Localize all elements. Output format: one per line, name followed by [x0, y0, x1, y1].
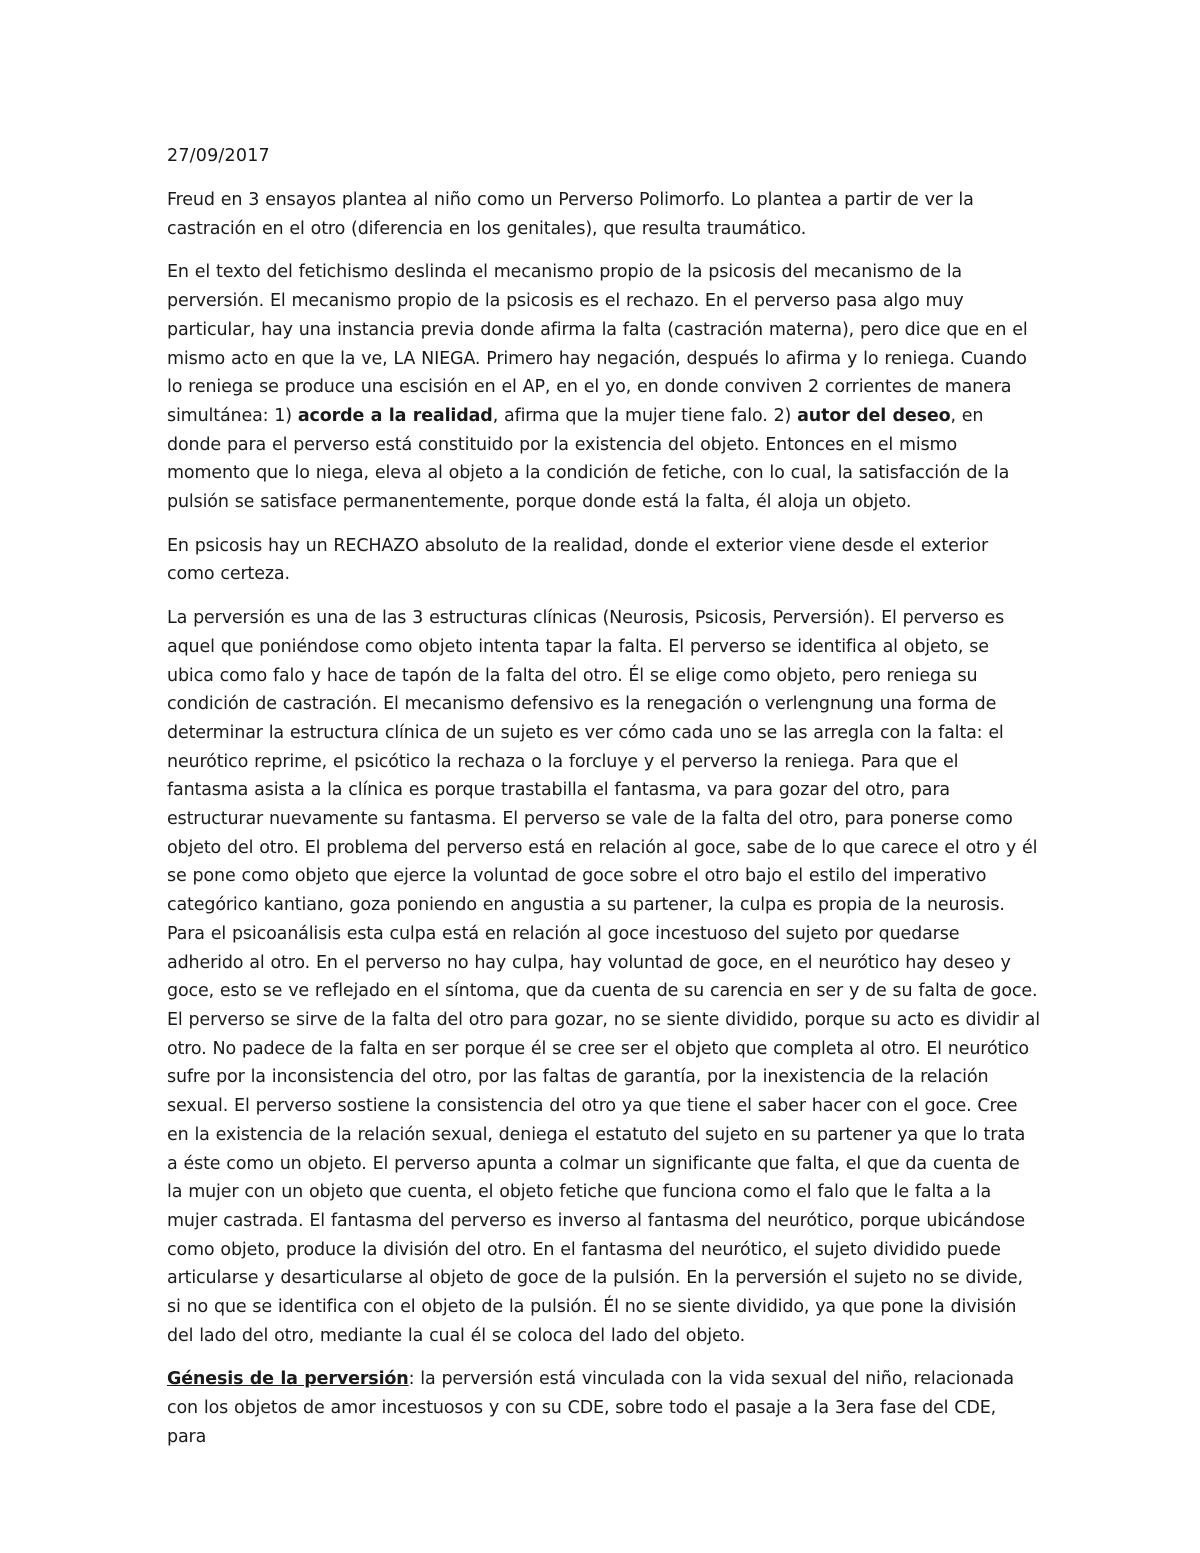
paragraph-genesis-perversion — [167, 1365, 1040, 1451]
bold-acorde-realidad: acorde a la realidad — [297, 405, 493, 426]
paragraph-genesis-text: : la perversión está vinculada con la vida sexual del niño, relacionada con los objetos de amor incestuosos y con su CDE, sobre todo el pasaje a la 3era fase del CDE, para — [167, 1369, 1014, 1447]
paragraph-fetichismo-text-3: , en donde para el perverso está constituido por la existencia del objeto. Entonces en el mismo momento que lo niega, eleva al objeto a la condición de fetiche, con lo cual, la satisfacción de la pulsión se satisface permanentemente, porque donde está la falta, él aloja un objeto. — [167, 405, 1010, 513]
paragraph-psicosis-rechazo: En psicosis hay un RECHAZO absoluto de la realidad, donde el exterior viene desde el exterior como certeza. — [167, 535, 989, 585]
paragraph-fetichismo — [167, 258, 1040, 516]
paragraph-fetichismo-text-1: En el texto del fetichismo deslinda el mecanismo propio de la psicosis del mecanismo de la perversión. El mecanismo propio de la psicosis es el rechazo. En el perverso pasa algo muy particular, hay una instancia previa donde afirma la falta (castración materna), pero dice que en el mismo acto en que la ve, LA NIEGA. Primero hay negación, después lo afirma y lo reniega. Cuando lo reniega se produce una escisión en el AP, en el yo, en donde conviven 2 corrientes de manera simultánea: 1) — [167, 262, 1028, 426]
section-heading-genesis: Génesis de la perversión — [167, 1369, 409, 1390]
document-date: 27/09/2017 — [167, 146, 270, 166]
paragraph-freud-ensayos: Freud en 3 ensayos plantea al niño como un Perverso Polimorfo. Lo plantea a partir de ver la castración en el otro (diferencia en los genitales), que resulta traumático. — [167, 190, 974, 239]
paragraph-fetichismo-text-2: , afirma que la mujer tiene falo. 2) — [492, 405, 798, 426]
paragraph-estructuras-clinicas: La perversión es una de las 3 estructuras clínicas (Neurosis, Psicosis, Perversión). El perverso es aquel que poniéndose como objeto intenta tapar la falta. El perverso se identifica al objeto, se ubica como falo y hace de tapón de la falta del otro. Él se elige como objeto, pero reniega su condición de castración. El mecanismo defensivo es la renegación o verlengnung una forma de determinar la estructura clínica de un sujeto es ver cómo cada uno se las arregla con la falta: el neurótico reprime, el psicótico la rechaza o la forcluye y el perverso la reniega. Para que el fantasma asista a la clínica es porque trastabilla el fantasma, va para gozar del otro, para estructurar nuevamente su fantasma. El perverso se vale de la falta del otro, para ponerse como objeto del otro. El problema del perverso está en relación al goce, sabe de lo que carece el otro y él se pone como objeto que ejerce la voluntad de goce sobre el otro bajo el estilo del imperativo categórico kantiano, goza poniendo en angustia a su partener, la culpa es propia de la neurosis. Para el psicoanálisis esta culpa está en relación al goce incestuoso del sujeto por quedarse adherido al otro. En el perverso no hay culpa, hay voluntad de goce, en el neurótico hay deseo y goce, esto se ve reflejado en el síntoma, que da cuenta de su carencia en ser y de su falta de goce. El perverso se sirve de la falta del otro para gozar, no se siente dividido, porque su acto es dividir al otro. No padece de la falta en ser porque él se cree ser el objeto que completa al otro. El neurótico sufre por la inconsistencia del otro, por las faltas de garantía, por la inexistencia de la relación sexual. El perverso sostiene la consistencia del otro ya que tiene el saber hacer con el goce. Cree en la existencia de la relación sexual, deniega el estatuto del sujeto en su partener ya que lo trata a éste como un objeto. El perverso apunta a colmar un significante que falta, el que da cuenta de la mujer con un objeto que cuenta, el objeto fetiche que funciona como el falo que le falta a la mujer castrada. El fantasma del perverso es inverso al fantasma del neurótico, porque ubicándose como objeto, produce la división del otro. En el fantasma del neurótico, el sujeto dividido puede articularse y desarticularse al objeto de goce de la pulsión. En la perversión el sujeto no se divide, si no que se identifica con el objeto de la pulsión. Él no se siente dividido, ya que pone la división del lado del otro, mediante la cual él se coloca del lado del objeto. — [167, 608, 1040, 1346]
bold-autor-deseo: autor del deseo — [797, 405, 951, 426]
